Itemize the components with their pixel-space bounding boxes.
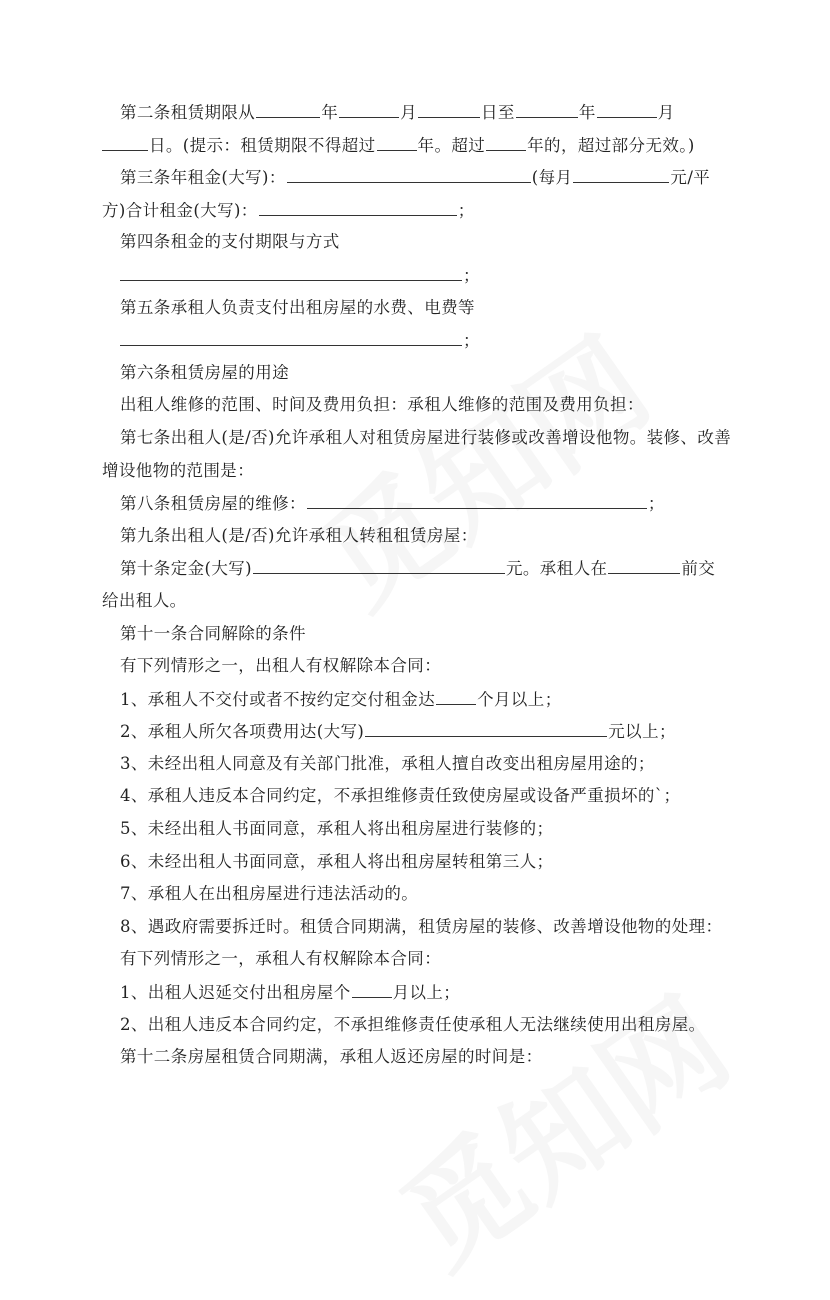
article-5-title <box>0 292 830 325</box>
document-body <box>0 96 830 1074</box>
list-item <box>0 715 830 748</box>
list-item <box>0 976 830 1009</box>
text: 年 <box>321 103 339 122</box>
blank-field[interactable] <box>307 487 647 509</box>
list-item <box>0 683 830 716</box>
text: 2、承租人所欠各项费用达(大写) <box>120 722 365 742</box>
text: 2、出租人违反本合同约定，不承担维修责任使承租人无法继续使用出租房屋。 <box>120 1014 706 1034</box>
text: 第十二条房屋租赁合同期满，承租人返还房屋的时间是： <box>120 1047 543 1067</box>
blank-field[interactable] <box>287 161 531 183</box>
article-7-line-2 <box>0 455 830 488</box>
text: 第十条定金(大写) <box>120 559 252 579</box>
article-10-line-1 <box>0 552 830 585</box>
text: (每月 <box>531 168 573 188</box>
text: 3、未经出租人同意及有关部门批准，承租人擅自改变出租房屋用途的； <box>120 753 655 773</box>
blank-field[interactable] <box>102 129 148 151</box>
text: ； <box>647 494 665 514</box>
blank-field[interactable] <box>120 259 462 281</box>
text: 有下列情形之一，出租人有权解除本合同： <box>120 656 442 676</box>
text: 元/平 <box>670 168 711 188</box>
text: 1、出租人迟延交付出租房屋个 <box>120 983 351 1003</box>
list-item <box>0 878 830 911</box>
text: 元以上； <box>608 722 676 742</box>
list-item <box>0 1009 830 1042</box>
text: 年 <box>578 103 596 122</box>
list-item <box>0 813 830 846</box>
text: 有下列情形之一，承租人有权解除本合同： <box>120 949 442 969</box>
blank-field[interactable] <box>120 324 462 346</box>
article-12 <box>0 1041 830 1074</box>
text: 第二条租赁期限从 <box>120 103 256 122</box>
text: 第八条租赁房屋的维修： <box>120 494 306 514</box>
blank-field[interactable] <box>259 194 457 216</box>
text: 日。(提示：租赁期限不得超过 <box>149 135 376 155</box>
article-5-blank-line <box>0 324 830 357</box>
text: 个月以上； <box>477 689 562 709</box>
blank-field[interactable] <box>365 715 607 737</box>
text: 第七条出租人(是/否)允许承租人对租赁房屋进行装修或改善增设他物。装修、改善 <box>120 427 732 447</box>
blank-field[interactable] <box>377 129 417 151</box>
text: ； <box>457 200 475 220</box>
article-4-title <box>0 226 830 259</box>
repair-responsibility-line <box>0 389 830 422</box>
text: 月 <box>400 103 418 122</box>
article-9 <box>0 520 830 553</box>
blank-field[interactable] <box>253 552 505 574</box>
list-item <box>0 911 830 944</box>
article-6-title <box>0 357 830 390</box>
list-item <box>0 780 830 813</box>
text: 方)合计租金(大写)： <box>102 200 258 220</box>
text: 日至 <box>481 103 515 122</box>
text: 出租人维修的范围、时间及费用负担：承租人维修的范围及费用负担： <box>120 395 644 415</box>
text: ； <box>463 265 480 285</box>
text: 第四条租金的支付期限与方式 <box>120 232 340 252</box>
blank-field[interactable] <box>608 552 680 574</box>
article-3-line-1 <box>0 161 830 194</box>
article-4-blank-line <box>0 259 830 292</box>
text: 给出租人。 <box>102 590 187 610</box>
blank-field[interactable] <box>339 96 399 118</box>
text: 月 <box>657 103 675 122</box>
list-item <box>0 748 830 781</box>
text: 元。承租人在 <box>505 559 608 579</box>
text: 第六条租赁房屋的用途 <box>120 362 289 382</box>
text: 4、承租人违反本合同约定，不承担维修责任致使房屋或设备严重损坏的`； <box>120 786 681 806</box>
text: 第九条出租人(是/否)允许承租人转租租赁房屋： <box>120 525 478 545</box>
text: 前交 <box>681 559 716 579</box>
text: 6、未经出租人书面同意，承租人将出租房屋转租第三人； <box>120 851 554 871</box>
blank-field[interactable] <box>516 96 578 118</box>
text: 1、承租人不交付或者不按约定交付租金达 <box>120 689 436 709</box>
text: 月以上； <box>392 983 461 1003</box>
blank-field[interactable] <box>486 129 526 151</box>
blank-field[interactable] <box>597 96 657 118</box>
article-8 <box>0 487 830 520</box>
text: 第五条承租人负责支付出租房屋的水费、电费等 <box>120 297 475 317</box>
blank-field[interactable] <box>573 161 669 183</box>
blank-field[interactable] <box>256 96 320 118</box>
text: 第十一条合同解除的条件 <box>120 623 306 643</box>
blank-field[interactable] <box>352 976 392 998</box>
blank-field[interactable] <box>436 683 476 705</box>
article-11-title <box>0 618 830 651</box>
article-10-line-2 <box>0 585 830 618</box>
text: 年的，超过部分无效。) <box>527 135 695 155</box>
text: 增设他物的范围是： <box>102 460 255 480</box>
text: 8、遇政府需要拆迁时。租赁合同期满，租赁房屋的装修、改善增设他物的处理： <box>120 916 723 936</box>
text: 7、承租人在出租房屋进行违法活动的。 <box>120 884 419 904</box>
article-7-line-1 <box>0 422 830 455</box>
article-3-line-2 <box>0 194 830 227</box>
text: 年。超过 <box>417 135 486 155</box>
text: ； <box>463 331 480 351</box>
text: 5、未经出租人书面同意，承租人将出租房屋进行装修的； <box>120 819 554 839</box>
text: 第三条年租金(大写)： <box>120 168 286 188</box>
article-2-line-1 <box>0 96 830 129</box>
blank-field[interactable] <box>418 96 480 118</box>
lessor-termination-intro <box>0 650 830 683</box>
lessee-termination-intro <box>0 943 830 976</box>
list-item <box>0 846 830 879</box>
article-2-line-2 <box>0 129 830 162</box>
